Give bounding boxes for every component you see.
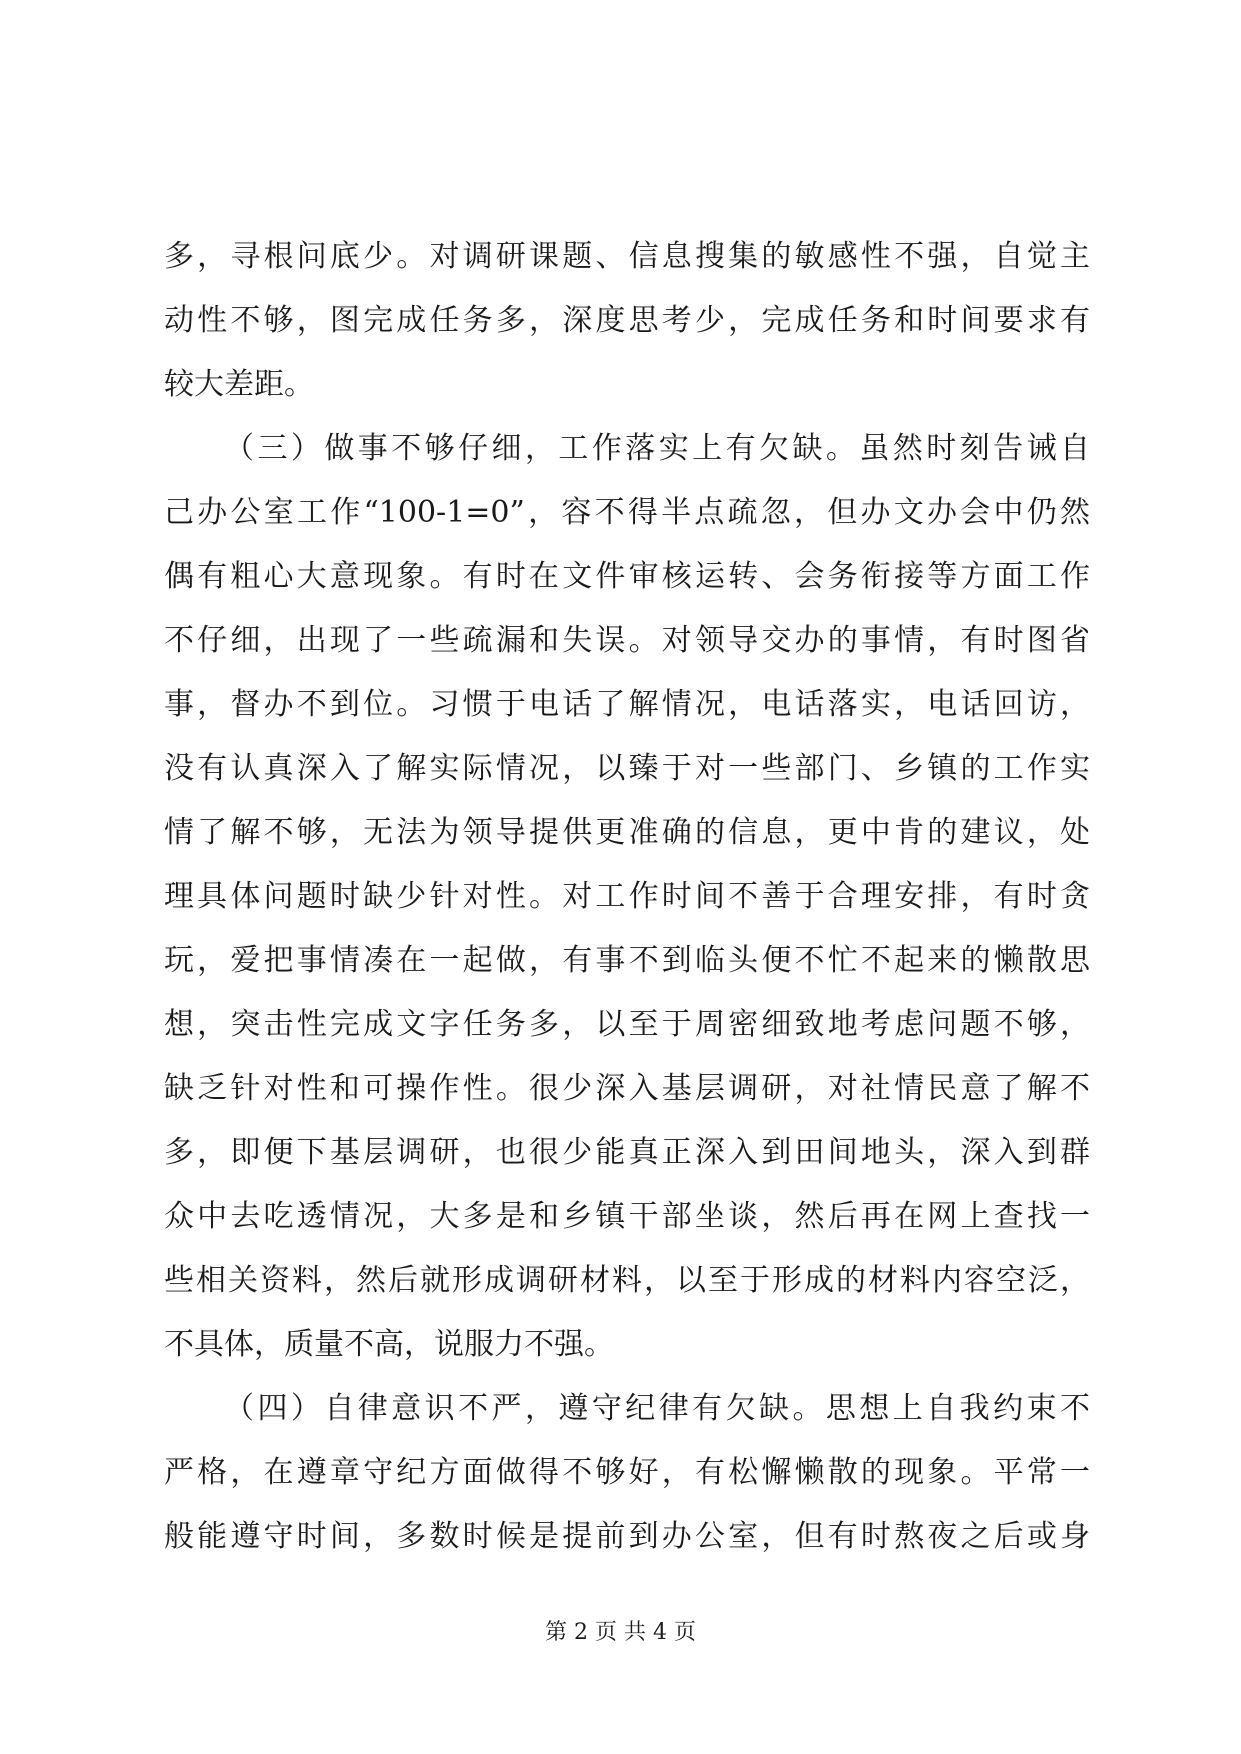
text-line: 般能遵守时间，多数时候是提前到办公室，但有时熬夜之后或身 <box>164 1519 1090 1554</box>
section-heading-line: （三）做事不够仔细，工作落实上有欠缺。虽然时刻告诫自 <box>224 431 1090 466</box>
text-line: 理具体问题时缺少针对性。对工作时间不善于合理安排，有时贪 <box>164 879 1090 914</box>
text-line: 不具体，质量不高，说服力不强。 <box>164 1327 614 1362</box>
text-line: 没有认真深入了解实际情况，以臻于对一些部门、乡镇的工作实 <box>164 751 1090 786</box>
text-line: 想，突击性完成文字任务多，以至于周密细致地考虑问题不够， <box>164 1007 1090 1042</box>
text-line: 玩，爱把事情凑在一起做，有事不到临头便不忙不起来的懒散思 <box>164 943 1090 978</box>
text-line: 偶有粗心大意现象。有时在文件审核运转、会务衔接等方面工作 <box>164 559 1090 594</box>
page-footer: 第 2 页 共 4 页 <box>545 1620 696 1645</box>
text-line: 情了解不够，无法为领导提供更准确的信息，更中肯的建议，处 <box>164 815 1090 850</box>
text-line: 些相关资料，然后就形成调研材料，以至于形成的材料内容空泛， <box>164 1263 1090 1298</box>
text-line: 众中去吃透情况，大多是和乡镇干部坐谈，然后再在网上查找一 <box>164 1199 1090 1234</box>
body-text <box>164 225 1090 1569</box>
text-line: 事，督办不到位。习惯于电话了解情况，电话落实，电话回访， <box>164 687 1090 722</box>
text-line: 不仔细，出现了一些疏漏和失误。对领导交办的事情，有时图省 <box>164 623 1090 658</box>
text-line: 多，即便下基层调研，也很少能真正深入到田间地头，深入到群 <box>164 1135 1090 1170</box>
text-line: 多，寻根问底少。对调研课题、信息搜集的敏感性不强，自觉主 <box>164 239 1090 274</box>
text-line: 较大差距。 <box>164 367 314 402</box>
text-line: 严格，在遵章守纪方面做得不够好，有松懈懒散的现象。平常一 <box>164 1455 1090 1490</box>
text-line: 动性不够，图完成任务多，深度思考少，完成任务和时间要求有 <box>164 303 1090 338</box>
section-heading-line: （四）自律意识不严，遵守纪律有欠缺。思想上自我约束不 <box>224 1391 1090 1426</box>
text-line: 己办公室工作“100-1=0”，容不得半点疏忽，但办文办会中仍然 <box>164 495 1090 530</box>
text-line: 缺乏针对性和可操作性。很少深入基层调研，对社情民意了解不 <box>164 1071 1090 1106</box>
